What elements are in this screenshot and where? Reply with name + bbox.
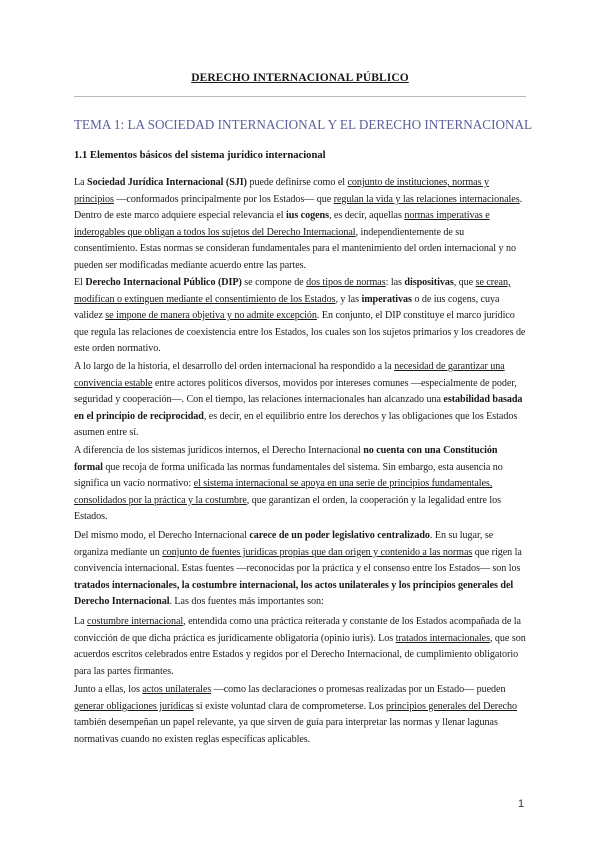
text-run: —conformados principalmente por los Estados— que <box>113 193 334 205</box>
underlined-text-run: dos tipos de normas <box>306 277 386 288</box>
underlined-text-run: necesidad de garantizar una convivencia estable <box>74 361 505 389</box>
paragraph <box>74 175 526 275</box>
underlined-text-run: se impone de manera objetiva y no admite excepción <box>105 310 317 322</box>
text-run: entre actores políticos diversos, movidos por intereses comunes —especialmente de poder, seguridad y cooperación—. Con el tiempo, las relaciones internacionales han alcanzado una <box>74 377 517 406</box>
text-run: La <box>74 177 88 188</box>
text-run: también desempeñan un papel relevante, ya que sirven de guía para interpretar las normas y llenar lagunas normativas cuando no existen reglas específicas aplicables. <box>74 717 498 745</box>
text-run: A diferencia de los sistemas jurídicos internos, el Derecho Internacional <box>74 445 364 456</box>
text-run: , que <box>453 277 476 288</box>
underlined-text-run: regulan la vida y las relaciones internacionales <box>333 193 520 205</box>
text-run: A lo largo de la historia, el desarrollo del orden internacional ha respondido a la <box>74 361 395 372</box>
text-run: , es decir, en el equilibrio entre los derechos y las obligaciones que los Estados asumen entre sí. <box>74 410 518 439</box>
text-run: La <box>74 616 88 627</box>
text-run: Junto a ellas, los <box>74 684 143 695</box>
text-run: : las <box>385 277 405 288</box>
bold-text-run: dispositivas <box>404 277 454 288</box>
text-run: . Las dos fuentes más importantes son: <box>169 596 324 608</box>
underlined-text-run: tratados internacionales <box>395 632 490 644</box>
bold-text-run: carece de un poder legislativo centralizado <box>249 530 430 541</box>
underlined-text-run: costumbre internacional <box>87 616 184 627</box>
text-run: El <box>74 277 86 288</box>
underlined-text-run: principios generales del Derecho <box>385 700 517 712</box>
paragraph <box>74 614 526 680</box>
bold-text-run: estabilidad basada en el principio de reciprocidad <box>74 394 523 422</box>
text-run: . En conjunto, el DIP constituye el marco jurídico que regula las relaciones de coexistencia entre los Estados, los cuales son los sujetos primarios y los creadores de este orden normativo. <box>74 310 526 355</box>
text-run: , y las <box>335 293 362 305</box>
paragraph <box>74 359 526 442</box>
text-run: , es decir, aquellas <box>328 210 405 222</box>
text-run: , entendida como una práctica reiterada y constante de los Estados acompañada de la convicción de que dicha práctica es jurídicamente obligatoria (opinio iuris). Los <box>74 616 521 644</box>
paragraph <box>74 528 526 611</box>
text-run: se compone de <box>241 277 307 288</box>
text-run: que rigen la convivencia internacional. Estas fuentes —reconocidas por la práctica y el consenso entre los Estados— son los <box>74 546 522 575</box>
text-run: Del mismo modo, el Derecho Internacional <box>74 530 250 541</box>
document-title: DERECHO INTERNACIONAL PÚBLICO <box>191 72 409 84</box>
text-run: —como las declaraciones o promesas realizadas por un Estado— pueden <box>211 684 506 695</box>
text-run: . Dentro de este marco adquiere especial relevancia el <box>74 193 523 222</box>
section-heading: 1.1 Elementos básicos del sistema jurídico internacional <box>74 150 326 161</box>
text-run: si existe voluntad clara de comprometerse. Los <box>193 700 386 712</box>
underlined-text-run: normas imperativas e inderogables que obligan a todos los sujetos del Derecho Internacional <box>74 210 490 238</box>
title-divider <box>74 96 526 97</box>
bold-text-run: Derecho Internacional Público (DIP) <box>85 277 242 288</box>
underlined-text-run: el sistema internacional se apoya en una serie de principios fundamentales, consolidados por la práctica y la costumbre <box>74 478 493 506</box>
underlined-text-run: se crean, modifican o extinguen mediante el consentimiento de los Estados <box>74 277 511 305</box>
text-run: , que garantizan el orden, la cooperación y la legalidad entre los Estados. <box>74 494 502 523</box>
paragraph <box>74 682 526 748</box>
text-run: . En su lugar, se organiza mediante un <box>74 530 494 558</box>
text-run: , que son acuerdos escritos celebrados entre Estados y regidos por el Derecho Internacional, de cumplimiento obligatorio para las partes firmantes. <box>74 632 526 677</box>
underlined-text-run: actos unilaterales <box>142 684 212 695</box>
page-number: 1 <box>518 798 525 810</box>
paragraph <box>74 443 526 526</box>
bold-text-run: ius cogens <box>286 210 329 222</box>
underlined-text-run: conjunto de fuentes jurídicas propias que dan origen y contenido a las normas <box>162 546 473 558</box>
paragraph <box>74 275 526 358</box>
underlined-text-run: generar obligaciones jurídicas <box>74 700 194 712</box>
text-run: puede definirse como el <box>246 177 348 188</box>
bold-text-run: tratados internacionales, la costumbre internacional, los actos unilaterales y los principios generales del Derecho Internacional <box>74 579 514 608</box>
bold-text-run: imperativas <box>361 293 412 305</box>
bold-text-run: Sociedad Jurídica Internacional (SJI) <box>87 177 247 188</box>
chapter-heading: TEMA 1: LA SOCIEDAD INTERNACIONAL Y EL DERECHO INTERNACIONAL <box>74 117 533 132</box>
text-run: o de ius cogens, cuya validez <box>74 293 500 322</box>
bold-text-run: no cuenta con una Constitución formal <box>74 445 498 473</box>
text-run: que recoja de forma unificada las normas fundamentales del sistema. Sin embargo, esta ausencia no significa un vacío normativo: <box>74 461 503 490</box>
underlined-text-run: conjunto de instituciones, normas y principios <box>74 177 489 205</box>
text-run: , independientemente de su consentimiento. Estas normas se consideran fundamentales para el mantenimiento del orden internacional y no pueden ser modificadas mediante acuerdo entre las partes. <box>74 226 516 271</box>
